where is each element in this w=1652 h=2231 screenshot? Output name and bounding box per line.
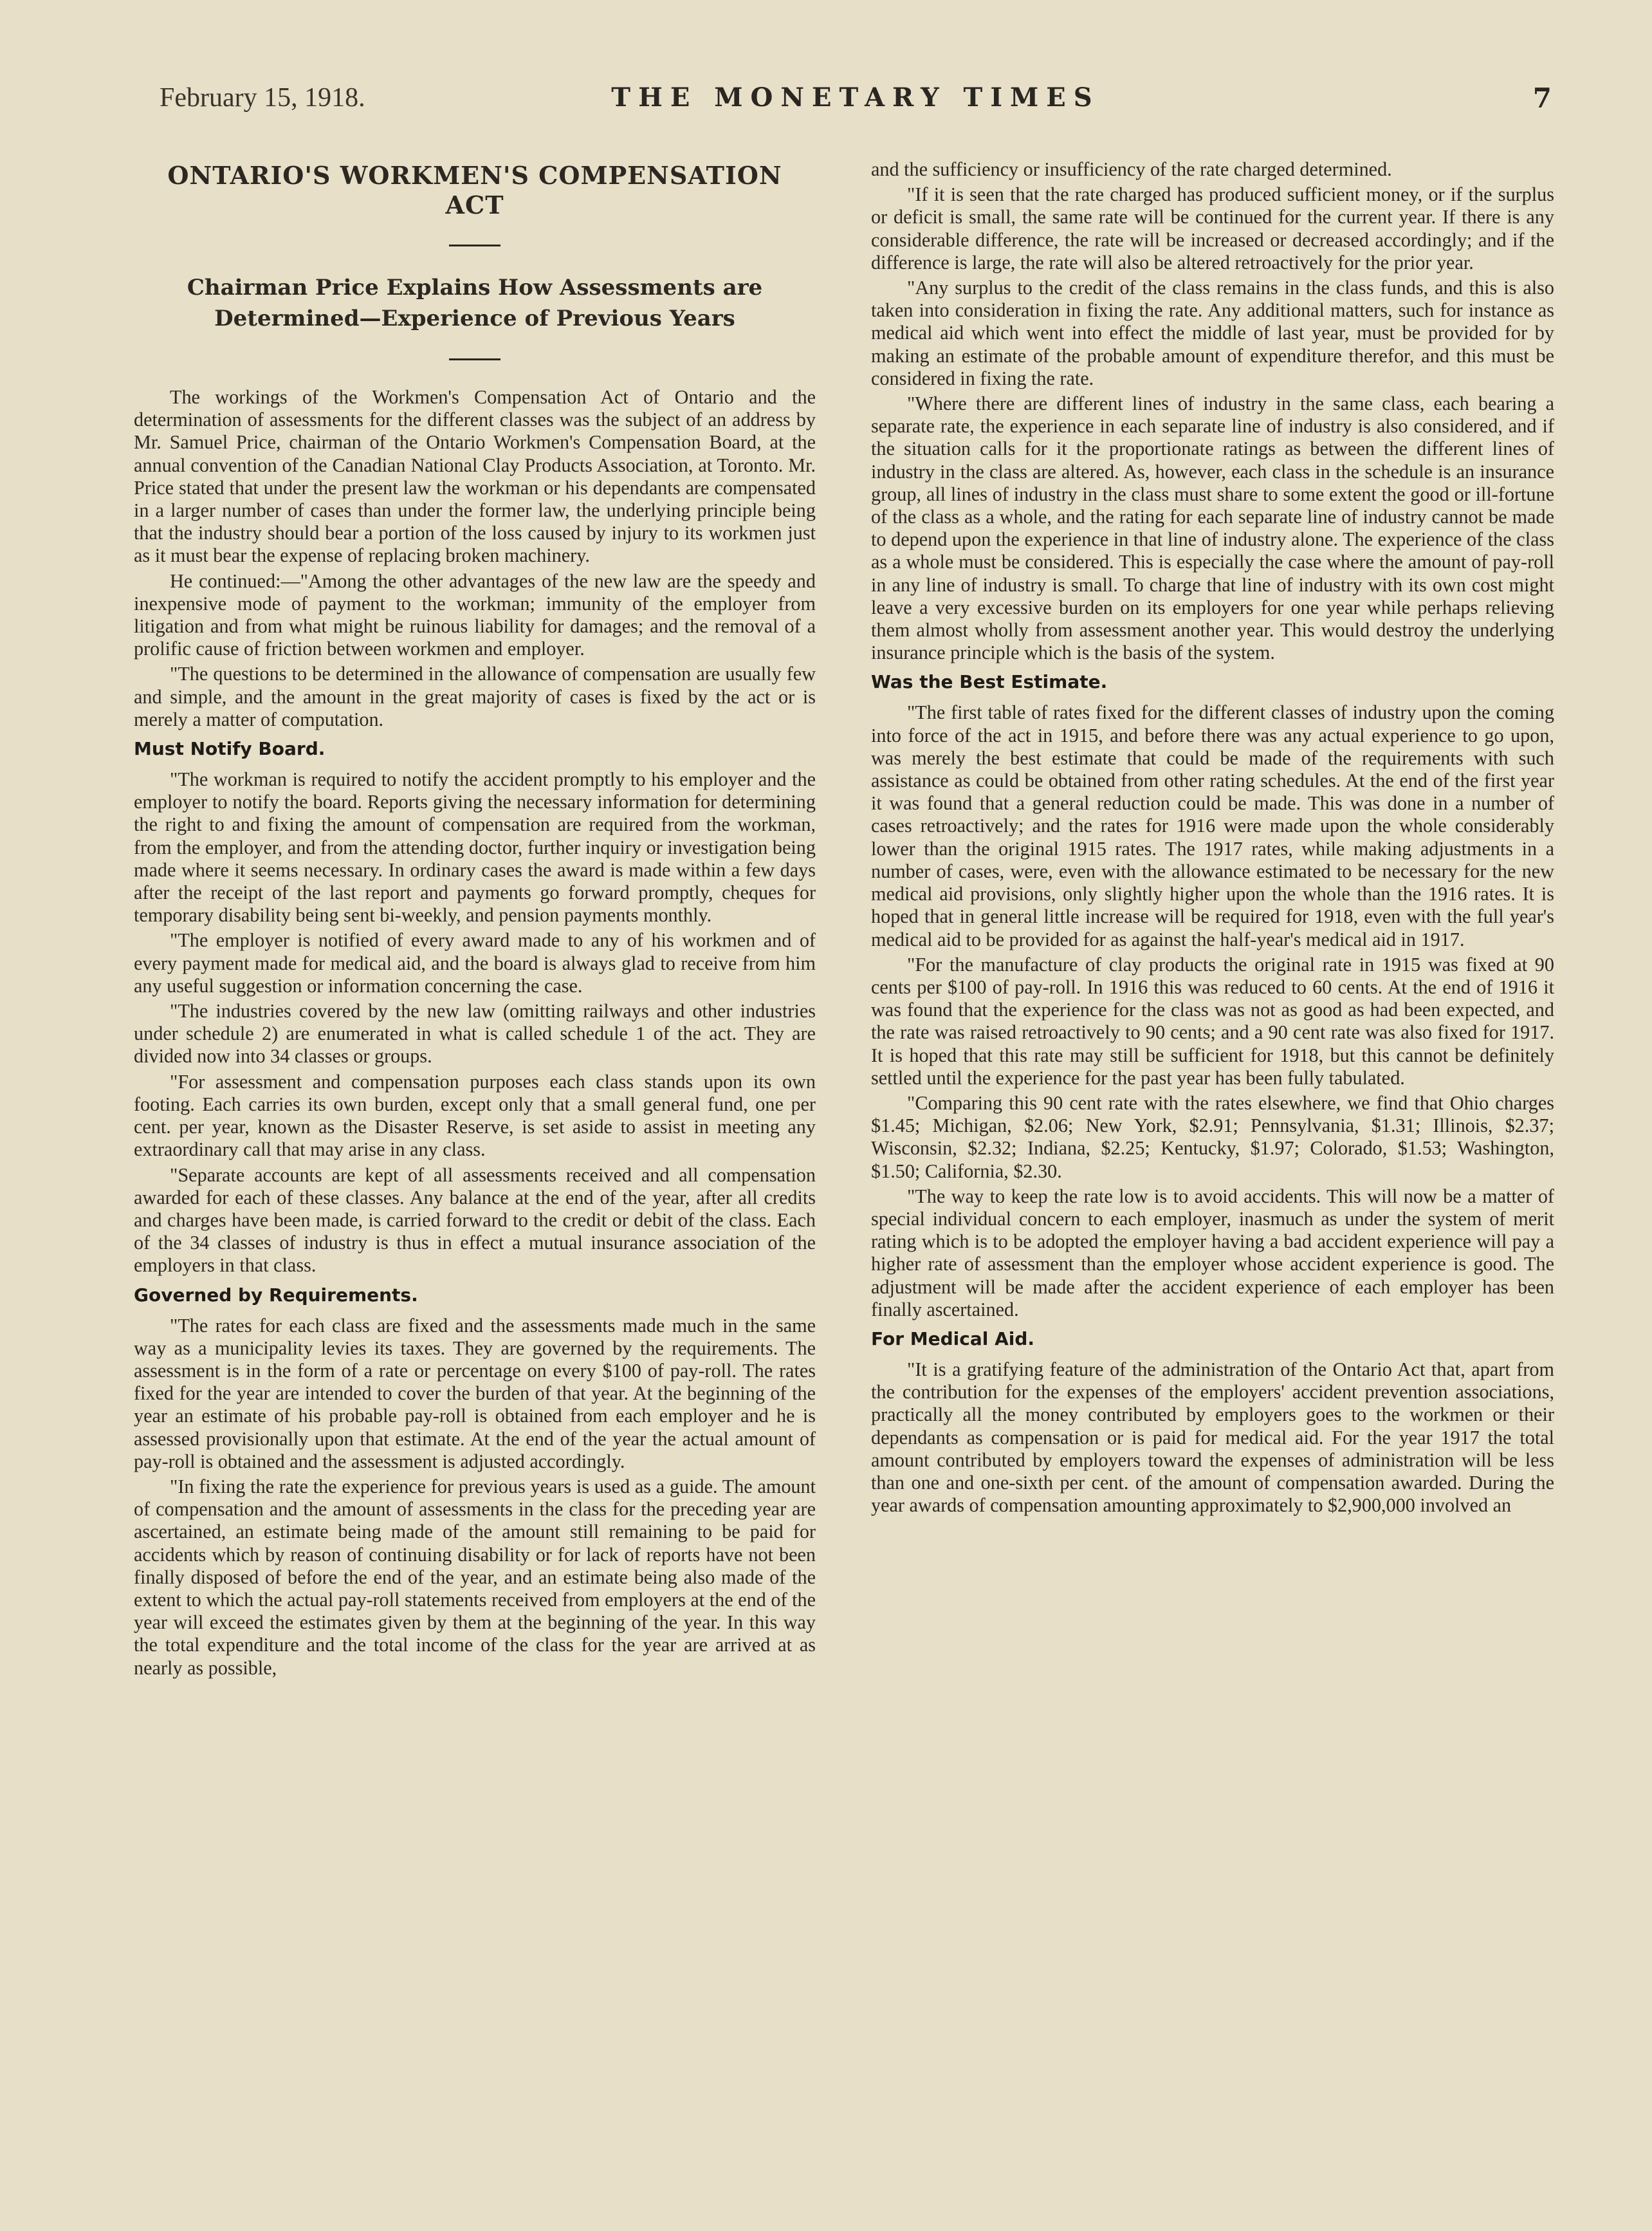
issue-date: February 15, 1918. xyxy=(160,83,365,113)
paragraph: "The employer is notified of every award made to any of his workmen and of every payment made for medical aid, and the board is always glad to receive from him any useful suggestion or information concerning the case. xyxy=(134,929,816,997)
paragraph: "The first table of rates fixed for the different classes of industry upon the coming into force of the act in 1915, and before there was any actual experience to go upon, was merely the best estimate that could be made of the requirements with such assistance as could be obtained from other rating schedules. At the end of the first year it was found that a general reduction could be made. This was done in a number of cases retroactively; and the rates for 1916 were made upon the whole considerably lower than the original 1915 rates. The 1917 rates, while making adjustments in a number of cases, were, even with the allowance estimated to be necessary for the new medical aid provisions, only slightly higher upon the whole than the 1916 rates. It is hoped that in general little increase will be required for 1918, even with the full year's medical aid to be provided for as against the half-year's medical aid in 1917. xyxy=(871,701,1554,950)
paragraph: "The questions to be determined in the allowance of compensation are usually few and simple, and the amount in the great majority of cases is fixed by the act or is merely a matter of computation. xyxy=(134,663,816,730)
article-title: ONTARIO'S WORKMEN'S COMPENSATION ACT xyxy=(167,161,782,219)
section-heading: Governed by Requirements. xyxy=(134,1284,418,1306)
title-divider xyxy=(449,245,500,246)
paragraph: "The rates for each class are fixed and the assessments made much in the same way as a municipality levies its taxes. They are governed by the requirements. The assessment is in the form of a rate or percentage on every $100 of pay-roll. The rates fixed for the year are intended to cover the burden of that year. At the beginning of the year an estimate of his probable pay-roll is obtained from each employer and he is assessed provisionally upon that estimate. At the end of the year the actual amount of pay-roll is obtained and the assessment is adjusted accordingly. xyxy=(134,1314,816,1472)
right-column xyxy=(871,158,1554,1519)
paragraph-continuation: and the sufficiency or insufficiency of the rate charged determined. xyxy=(871,158,1392,180)
publication-masthead: THE MONETARY TIMES xyxy=(611,82,1100,113)
paragraph: "Separate accounts are kept of all assessments received and all compensation awarded for each of these classes. Any balance at the end of the year, after all credits and charges have been made, is carried forward to the credit or debit of the class. Each of the 34 classes of industry is thus in effect a mutual insurance association of the employers in that class. xyxy=(134,1163,816,1277)
paragraph: "It is a gratifying feature of the administration of the Ontario Act that, apart from the contribution for the expenses of the employers' accident prevention associations, practically all the money contributed by employers goes to the workmen or their dependants as compensation or is paid for medical aid. For the year 1917 the total amount contributed by employers toward the expenses of administration will be less than one and one-sixth per cent. of the amount of compensation awarded. During the year awards of compensation amounting approximately to $2,900,000 involved an xyxy=(871,1358,1554,1517)
paragraph: "Where there are different lines of industry in the same class, each bearing a separate rate, the experience in each separate line of industry is also considered, and if the situation calls for it the proportionate ratings as between the different lines of industry in the class are altered. As, however, each class in the schedule is an insurance group, all lines of industry in the class must share to some extent the good or ill-fortune of the class as a whole, and the rating for each separate line of industry cannot be made to depend upon the experience in that line of industry alone. The experience of the class as a whole must be considered. This is especially the case where the amount of pay-roll in any line of industry is small. To charge that line of industry with its own cost might leave a very excessive burden on its employers for one year while perhaps relieving them almost wholly from assessment another year. This would destroy the underlying insurance principle which is the basis of the system. xyxy=(871,393,1554,664)
paragraph: "The way to keep the rate low is to avoid accidents. This will now be a matter of special individual concern to each employer, inasmuch as under the system of merit rating which is to be adopted the employer having a bad accident experience will pay a higher rate of assessment than the employer whose accident experience is good. The adjustment will be made after the accident experience of each employer has been finally ascertained. xyxy=(871,1185,1554,1320)
section-heading: For Medical Aid. xyxy=(871,1328,1035,1349)
paragraph: "The industries covered by the new law (omitting railways and other industries under schedule 2) are enumerated in what is called schedule 1 of the act. They are divided now into 34 classes or groups. xyxy=(134,1000,816,1068)
paragraph: "For assessment and compensation purposes each class stands upon its own footing. Each carries its own burden, except only that a small general fund, one per cent. per year, known as the Disaster Reserve, is set aside to assist in meeting any extraordinary call that may arise in any class. xyxy=(134,1070,816,1161)
paragraph: "For the manufacture of clay products the original rate in 1915 was fixed at 90 cents per $100 of pay-roll. In 1916 this was reduced to 60 cents. At the end of 1916 it was found that the experience for the class was not as good as had been expected, and the rate was raised retroactively to 90 cents; and a 90 cent rate was also fixed for 1917. It is hoped that this rate may still be sufficient for 1918, but this cannot be definitely settled until the experience for the past year has been fully tabulated. xyxy=(871,953,1554,1089)
subtitle-divider xyxy=(449,358,500,360)
page-number: 7 xyxy=(1532,82,1552,114)
paragraph: "In fixing the rate the experience for previous years is used as a guide. The amount of compensation and the amount of assessments in the class for the preceding year are ascertained, an estimate being made of the amount still remaining to be paid for accidents which by reason of continuing disability or for lack of reports have not been finally disposed of before the end of the year, and an estimate being also made of the extent to which the actual pay-roll statements received from employers at the end of the year will exceed the estimates given by them at the beginning of the year. In this way the total expenditure and the total income of the class for the year are arrived at as nearly as possible, xyxy=(134,1475,816,1679)
running-header xyxy=(160,82,1552,124)
section-heading: Was the Best Estimate. xyxy=(871,671,1108,693)
left-column xyxy=(134,156,816,1682)
paragraph: "If it is seen that the rate charged has produced sufficient money, or if the surplus or deficit is small, the same rate will be continued for the current year. If there is any considerable difference, the rate will be increased or decreased accordingly; and if the difference is large, the rate will also be altered retroactively for the prior year. xyxy=(871,183,1554,273)
article-subtitle: Chairman Price Explains How Assessments are Determined—Experience of Previous Years xyxy=(187,275,763,331)
paragraph: He continued:—"Among the other advantages of the new law are the speedy and inexpensive mode of payment to the workman; immunity of the employer from litigation and from what might be ruinous liability for damages; and the removal of a prolific cause of friction between workmen and employer. xyxy=(134,569,816,660)
paragraph: The workings of the Workmen's Compensation Act of Ontario and the determination of assessments for the different classes was the subject of an address by Mr. Samuel Price, chairman of the Ontario Workmen's Compensation Board, at the annual convention of the Canadian National Clay Products Association, at Toronto. Mr. Price stated that under the present law the workman or his dependants are compensated in a larger number of cases than under the former law, the underlying principle being that the industry should bear a portion of the loss caused by injury to its workmen just as it must bear the expense of replacing broken machinery. xyxy=(134,386,816,567)
section-heading: Must Notify Board. xyxy=(134,738,326,760)
paragraph: "The workman is required to notify the accident promptly to his employer and the employer to notify the board. Reports giving the necessary information for determining the right to and fixing the amount of compensation are required from the workman, from the employer, and from the attending doctor, further inquiry or investigation being made where it seems necessary. In ordinary cases the award is made within a few days after the receipt of the last report and payments go forward promptly, cheques for temporary disability being sent bi-weekly, and pension payments monthly. xyxy=(134,768,816,927)
paragraph: "Any surplus to the credit of the class remains in the class funds, and this is also taken into consideration in fixing the rate. Any additional matters, such for instance as medical aid which went into effect the middle of last year, must be provided for by making an estimate of the probable amount of expenditure therefor, and this must be considered in fixing the rate. xyxy=(871,277,1554,389)
paragraph: "Comparing this 90 cent rate with the rates elsewhere, we find that Ohio charges $1.45; Michigan, $2.06; New York, $2.91; Pennsylvania, $1.31; Illinois, $2.37; Wisconsin, $2.32; Indiana, $2.25; Kentucky, $1.97; Colorado, $1.53; Washington, $1.50; California, $2.30. xyxy=(871,1091,1554,1182)
